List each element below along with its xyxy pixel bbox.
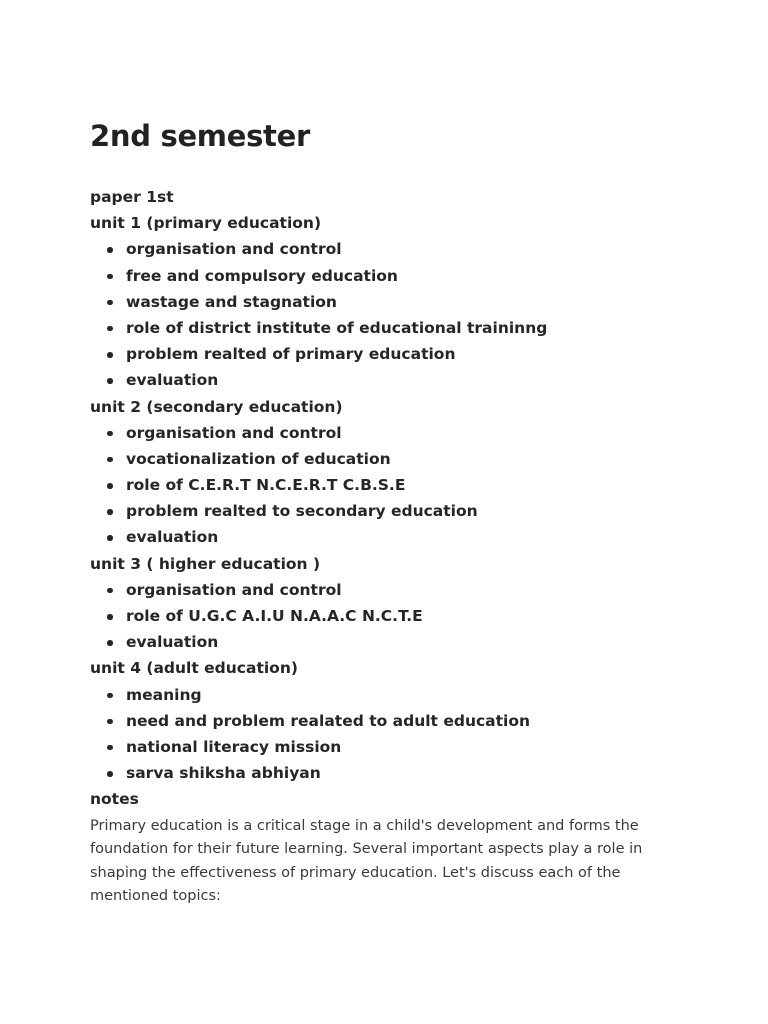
list-item: problem realted to secondary education [90, 498, 690, 524]
list-item: evaluation [90, 367, 690, 393]
list-item: need and problem realated to adult education [90, 708, 690, 734]
list-item: organisation and control [90, 420, 690, 446]
unit-1 [90, 210, 690, 393]
paper-heading: paper 1st [90, 188, 174, 206]
list-item: evaluation [90, 629, 690, 655]
syllabus [90, 184, 690, 813]
unit-heading: unit 2 (secondary education) [90, 397, 343, 416]
page-title: 2nd semester [90, 119, 310, 153]
list-item: evaluation [90, 524, 690, 550]
list-item: organisation and control [90, 577, 690, 603]
unit-3 [90, 551, 690, 656]
list-item: problem realted of primary education [90, 341, 690, 367]
list-item: meaning [90, 682, 690, 708]
topic-list [90, 236, 690, 393]
list-item: role of C.E.R.T N.C.E.R.T C.B.S.E [90, 472, 690, 498]
unit-heading: unit 4 (adult education) [90, 659, 298, 678]
topic-list [90, 682, 690, 787]
list-item: vocationalization of education [90, 446, 690, 472]
list-item: role of district institute of educational traininng [90, 315, 690, 341]
notes-paragraph: Primary education is a critical stage in a child's development and forms the foundation for their future learning. Several important aspects play a role in shaping the effectiveness of primary education. Let's discuss each of the mentioned topics: [90, 817, 643, 904]
notes-heading: notes [90, 790, 139, 809]
topic-list [90, 577, 690, 656]
unit-heading: unit 1 (primary education) [90, 214, 322, 233]
topic-list [90, 420, 690, 551]
unit-2 [90, 394, 690, 551]
document-page [90, 112, 690, 909]
list-item: wastage and stagnation [90, 289, 690, 315]
unit-heading: unit 3 ( higher education ) [90, 554, 321, 573]
list-item: organisation and control [90, 236, 690, 262]
list-item: free and compulsory education [90, 263, 690, 289]
list-item: national literacy mission [90, 734, 690, 760]
list-item: role of U.G.C A.I.U N.A.A.C N.C.T.E [90, 603, 690, 629]
unit-4 [90, 655, 690, 786]
list-item: sarva shiksha abhiyan [90, 760, 690, 786]
